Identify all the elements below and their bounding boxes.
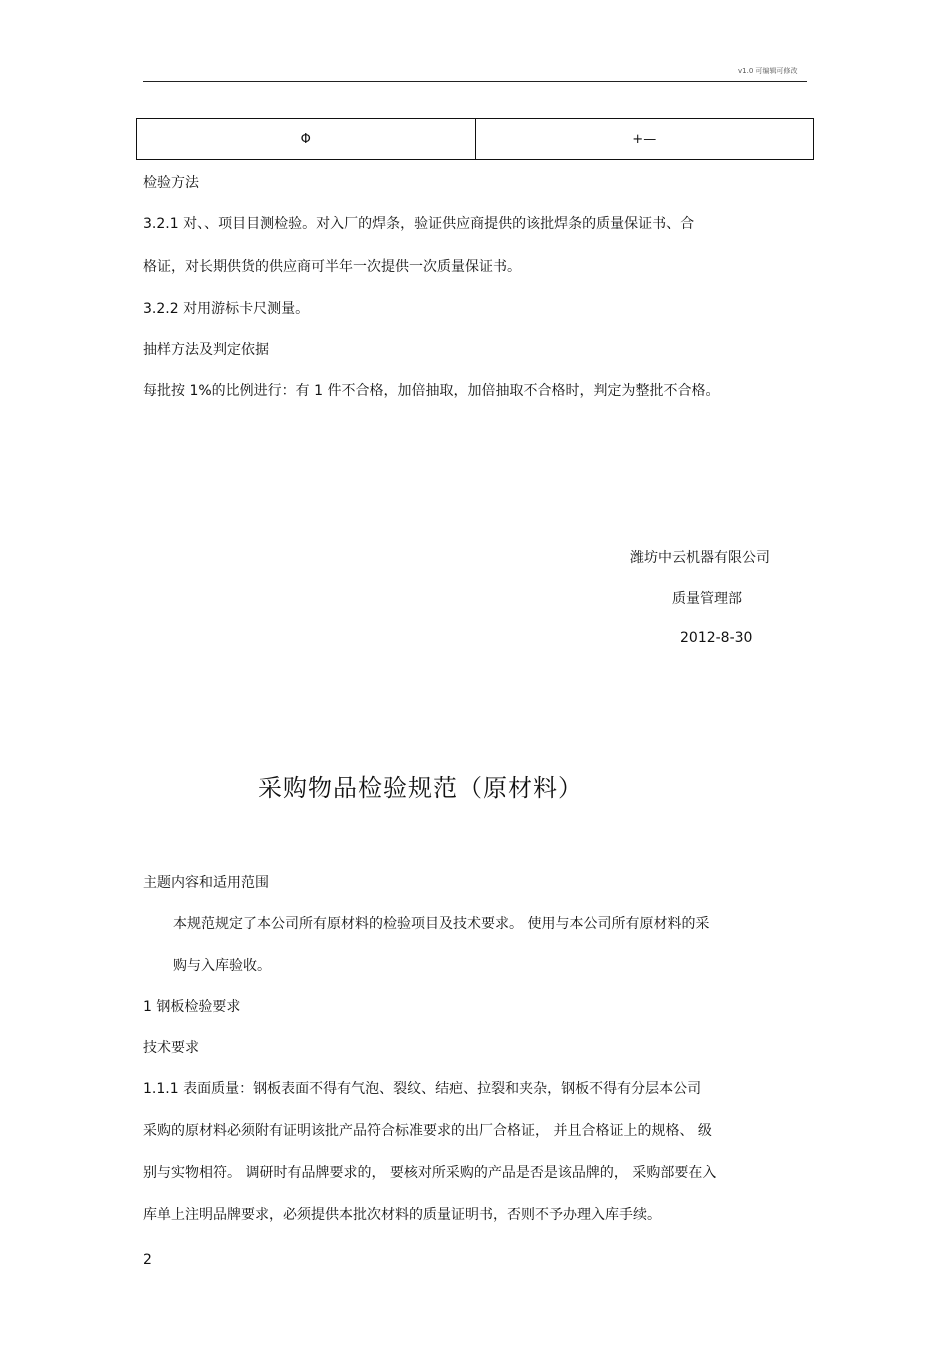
sampling-heading: 抽样方法及判定依据: [143, 342, 269, 358]
item-1-1-1-line1: 1.1.1 表面质量：钢板表面不得有气泡、裂纹、结疤、拉裂和夹杂，钢板不得有分层本公司: [143, 1081, 702, 1097]
header-version-note: v1.0 可编辑可修改: [738, 67, 798, 75]
signature-company: 潍坊中云机器有限公司: [630, 550, 770, 566]
page-number: 2: [143, 1252, 152, 1268]
signature-department: 质量管理部: [672, 591, 742, 607]
item-1-1-1-line2: 采购的原材料必须附有证明该批产品符合标准要求的出厂合格证， 并且合格证上的规格、 级: [143, 1123, 712, 1139]
item-1-1-1-line3: 别与实物相符。 调研时有品牌要求的， 要核对所采购的产品是否是该品牌的， 采购部要在入: [143, 1165, 717, 1181]
scope-heading: 主题内容和适用范围: [143, 875, 269, 891]
tech-req-heading: 技术要求: [143, 1040, 199, 1056]
item-3-2-1-line1: 3.2.1 对、、项目目测检验。对入厂的焊条，验证供应商提供的该批焊条的质量保证书、合: [143, 216, 695, 232]
item-3-2-2: 3.2.2 对用游标卡尺测量。: [143, 301, 310, 317]
item-3-2-1-line2: 格证，对长期供货的供应商可半年一次提供一次质量保证书。: [143, 259, 521, 275]
document-title: 采购物品检验规范（原材料）: [258, 774, 583, 802]
table-row: [137, 119, 814, 160]
scope-line2: 购与入库验收。: [173, 958, 271, 974]
inspection-method-heading: 检验方法: [143, 175, 199, 191]
sampling-text: 每批按 1%的比例进行：有 1 件不合格，加倍抽取，加倍抽取不合格时，判定为整批不合格。: [143, 383, 720, 399]
section-1-heading: 1 钢板检验要求: [143, 999, 241, 1015]
table-cell-diameter: Φ: [137, 119, 476, 160]
item-1-1-1-line4: 库单上注明品牌要求，必须提供本批次材料的质量证明书，否则不予办理入库手续。: [143, 1207, 661, 1223]
header-rule: [143, 81, 807, 82]
scope-line1: 本规范规定了本公司所有原材料的检验项目及技术要求。 使用与本公司所有原材料的采: [173, 916, 710, 932]
signature-date: 2012-8-30: [680, 630, 753, 646]
table-cell-tolerance: +—: [475, 119, 814, 160]
spec-table: [136, 118, 814, 160]
